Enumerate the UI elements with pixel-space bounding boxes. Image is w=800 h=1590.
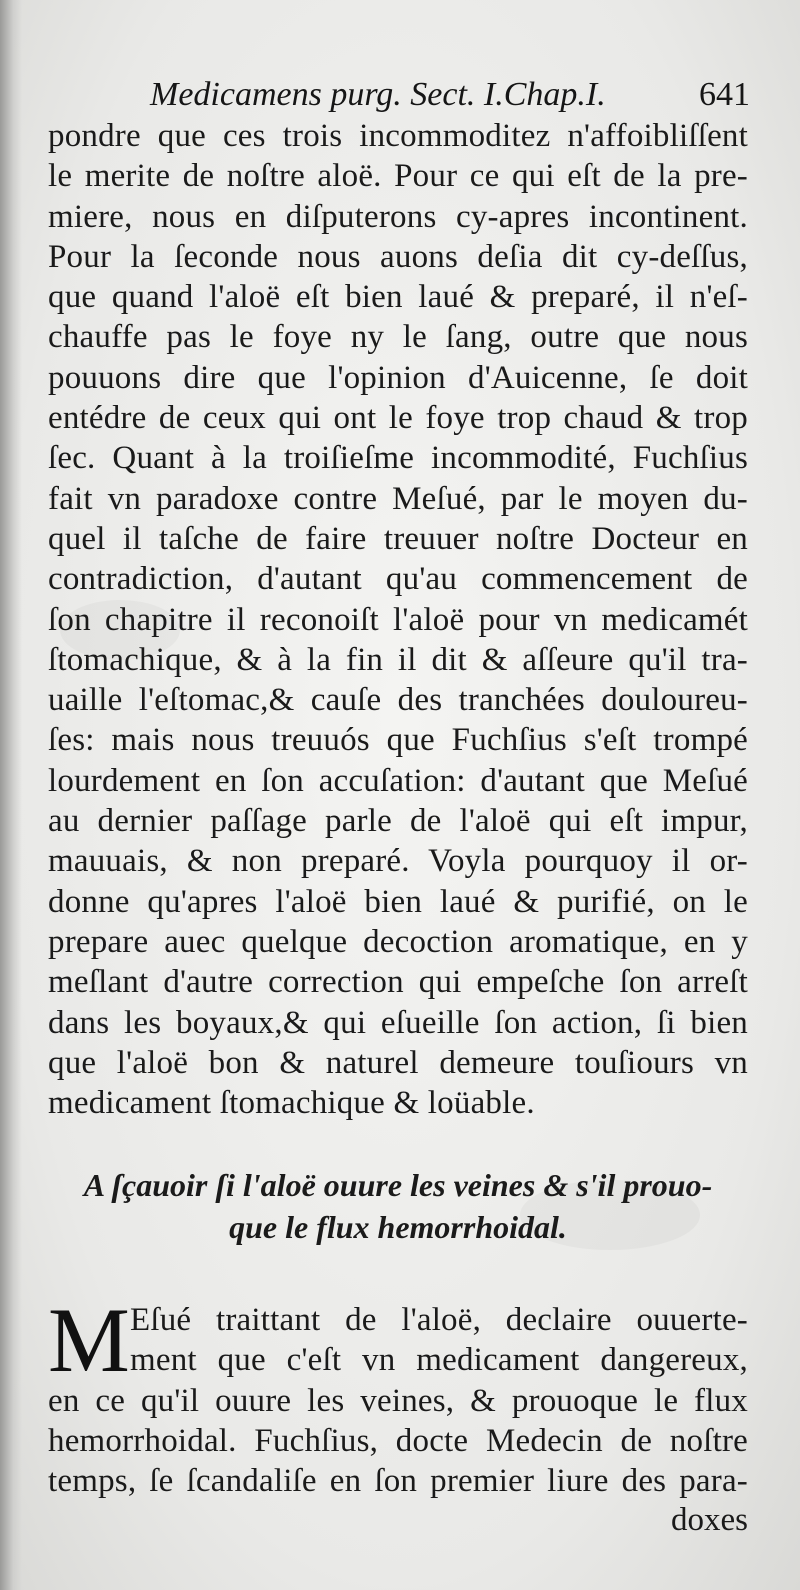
- text-line: fait vn paradoxe contre Meſué, par le moyen du-: [48, 480, 748, 517]
- text-line: prepare auec quelque decoction aromatique, en y: [48, 923, 748, 960]
- running-head: [150, 70, 750, 120]
- text-line: temps, ſe ſcandaliſe en ſon premier liure des para-: [48, 1463, 748, 1500]
- text-line: meſlant d'autre correction qui empeſche ſon arreſt: [48, 964, 748, 1001]
- text-line: ſes: mais nous treuuós que Fuchſius s'eſt trompé: [48, 722, 748, 759]
- text-line: contradiction, d'autant qu'au commencement de: [48, 561, 748, 598]
- text-line: au dernier paſſage parle de l'aloë qui eſt impur,: [48, 803, 748, 840]
- paragraph-2: [48, 1289, 748, 1501]
- paragraph-1: [48, 116, 748, 1123]
- text-line: lourdement en ſon accuſation: d'autant que Meſué: [48, 762, 748, 799]
- text-line: ſon chapitre il reconoiſt l'aloë pour vn medicamét: [48, 601, 748, 638]
- section-heading-line: A ſçauoir ſi l'aloë ouure les veines & s'il prouo-: [83, 1167, 713, 1203]
- text-line: mauuais, & non preparé. Voyla pourquoy il or-: [48, 843, 748, 880]
- text-line: ſtomachique, & à la fin il dit & aſſeure qu'il tra-: [48, 641, 748, 678]
- text-line: miere, nous en diſputerons cy-apres incontinent.: [48, 198, 748, 235]
- text-line: ment que c'eſt vn medicament dangereux,: [130, 1342, 748, 1379]
- section-heading: [48, 1164, 748, 1248]
- text-line: Pour la ſeconde nous auons deſia dit cy-deſſus,: [48, 238, 748, 275]
- text-line: que quand l'aloë eſt bien laué & preparé, il n'eſ-: [48, 279, 748, 316]
- page-number: 641: [699, 76, 750, 113]
- text-line: pouuons dire que l'opinion d'Auicenne, ſe doit: [48, 359, 748, 396]
- text-line: pondre que ces trois incommoditez n'affoibliſſent: [48, 118, 748, 154]
- text-line: en ce qu'il ouure les veines, & prouoque le flux: [48, 1382, 748, 1419]
- text-line: quel il taſche de faire treuuer noſtre Docteur en: [48, 520, 748, 557]
- page-gutter-shadow: [0, 0, 22, 1590]
- dropcap-block: [48, 1289, 748, 1391]
- text-line: Eſué traittant de l'aloë, declaire ouuerte-: [130, 1302, 748, 1338]
- catchword: doxes: [671, 1502, 748, 1538]
- section-heading-line: que le flux hemorrhoidal.: [229, 1209, 567, 1245]
- dropcap-lines: [130, 1300, 748, 1381]
- text-line: le merite de noſtre aloë. Pour ce qui eſt de la pre-: [48, 158, 748, 195]
- text-line: hemorrhoidal. Fuchſius, docte Medecin de noſtre: [48, 1422, 748, 1459]
- text-line: entédre de ceux qui ont le foye trop chaud & trop: [48, 400, 748, 437]
- running-head-title: Medicamens purg. Sect. I.Chap.I.: [150, 76, 606, 113]
- drop-capital: M: [48, 1289, 130, 1391]
- text-line: dans les boyaux,& qui eſueille ſon action, ſi bien: [48, 1004, 748, 1041]
- text-line: ſec. Quant à la troiſieſme incommodité, Fuchſius: [48, 440, 748, 477]
- text-line: uaille l'eſtomac,& cauſe des tranchées douloureu-: [48, 682, 748, 719]
- text-line: medicament ſtomachique & loüable.: [48, 1085, 535, 1122]
- text-line: que l'aloë bon & naturel demeure touſiours vn: [48, 1044, 748, 1081]
- text-line: chauffe pas le foye ny le ſang, outre que nous: [48, 319, 748, 356]
- text-line: donne qu'apres l'aloë bien laué & purifié, on le: [48, 883, 748, 920]
